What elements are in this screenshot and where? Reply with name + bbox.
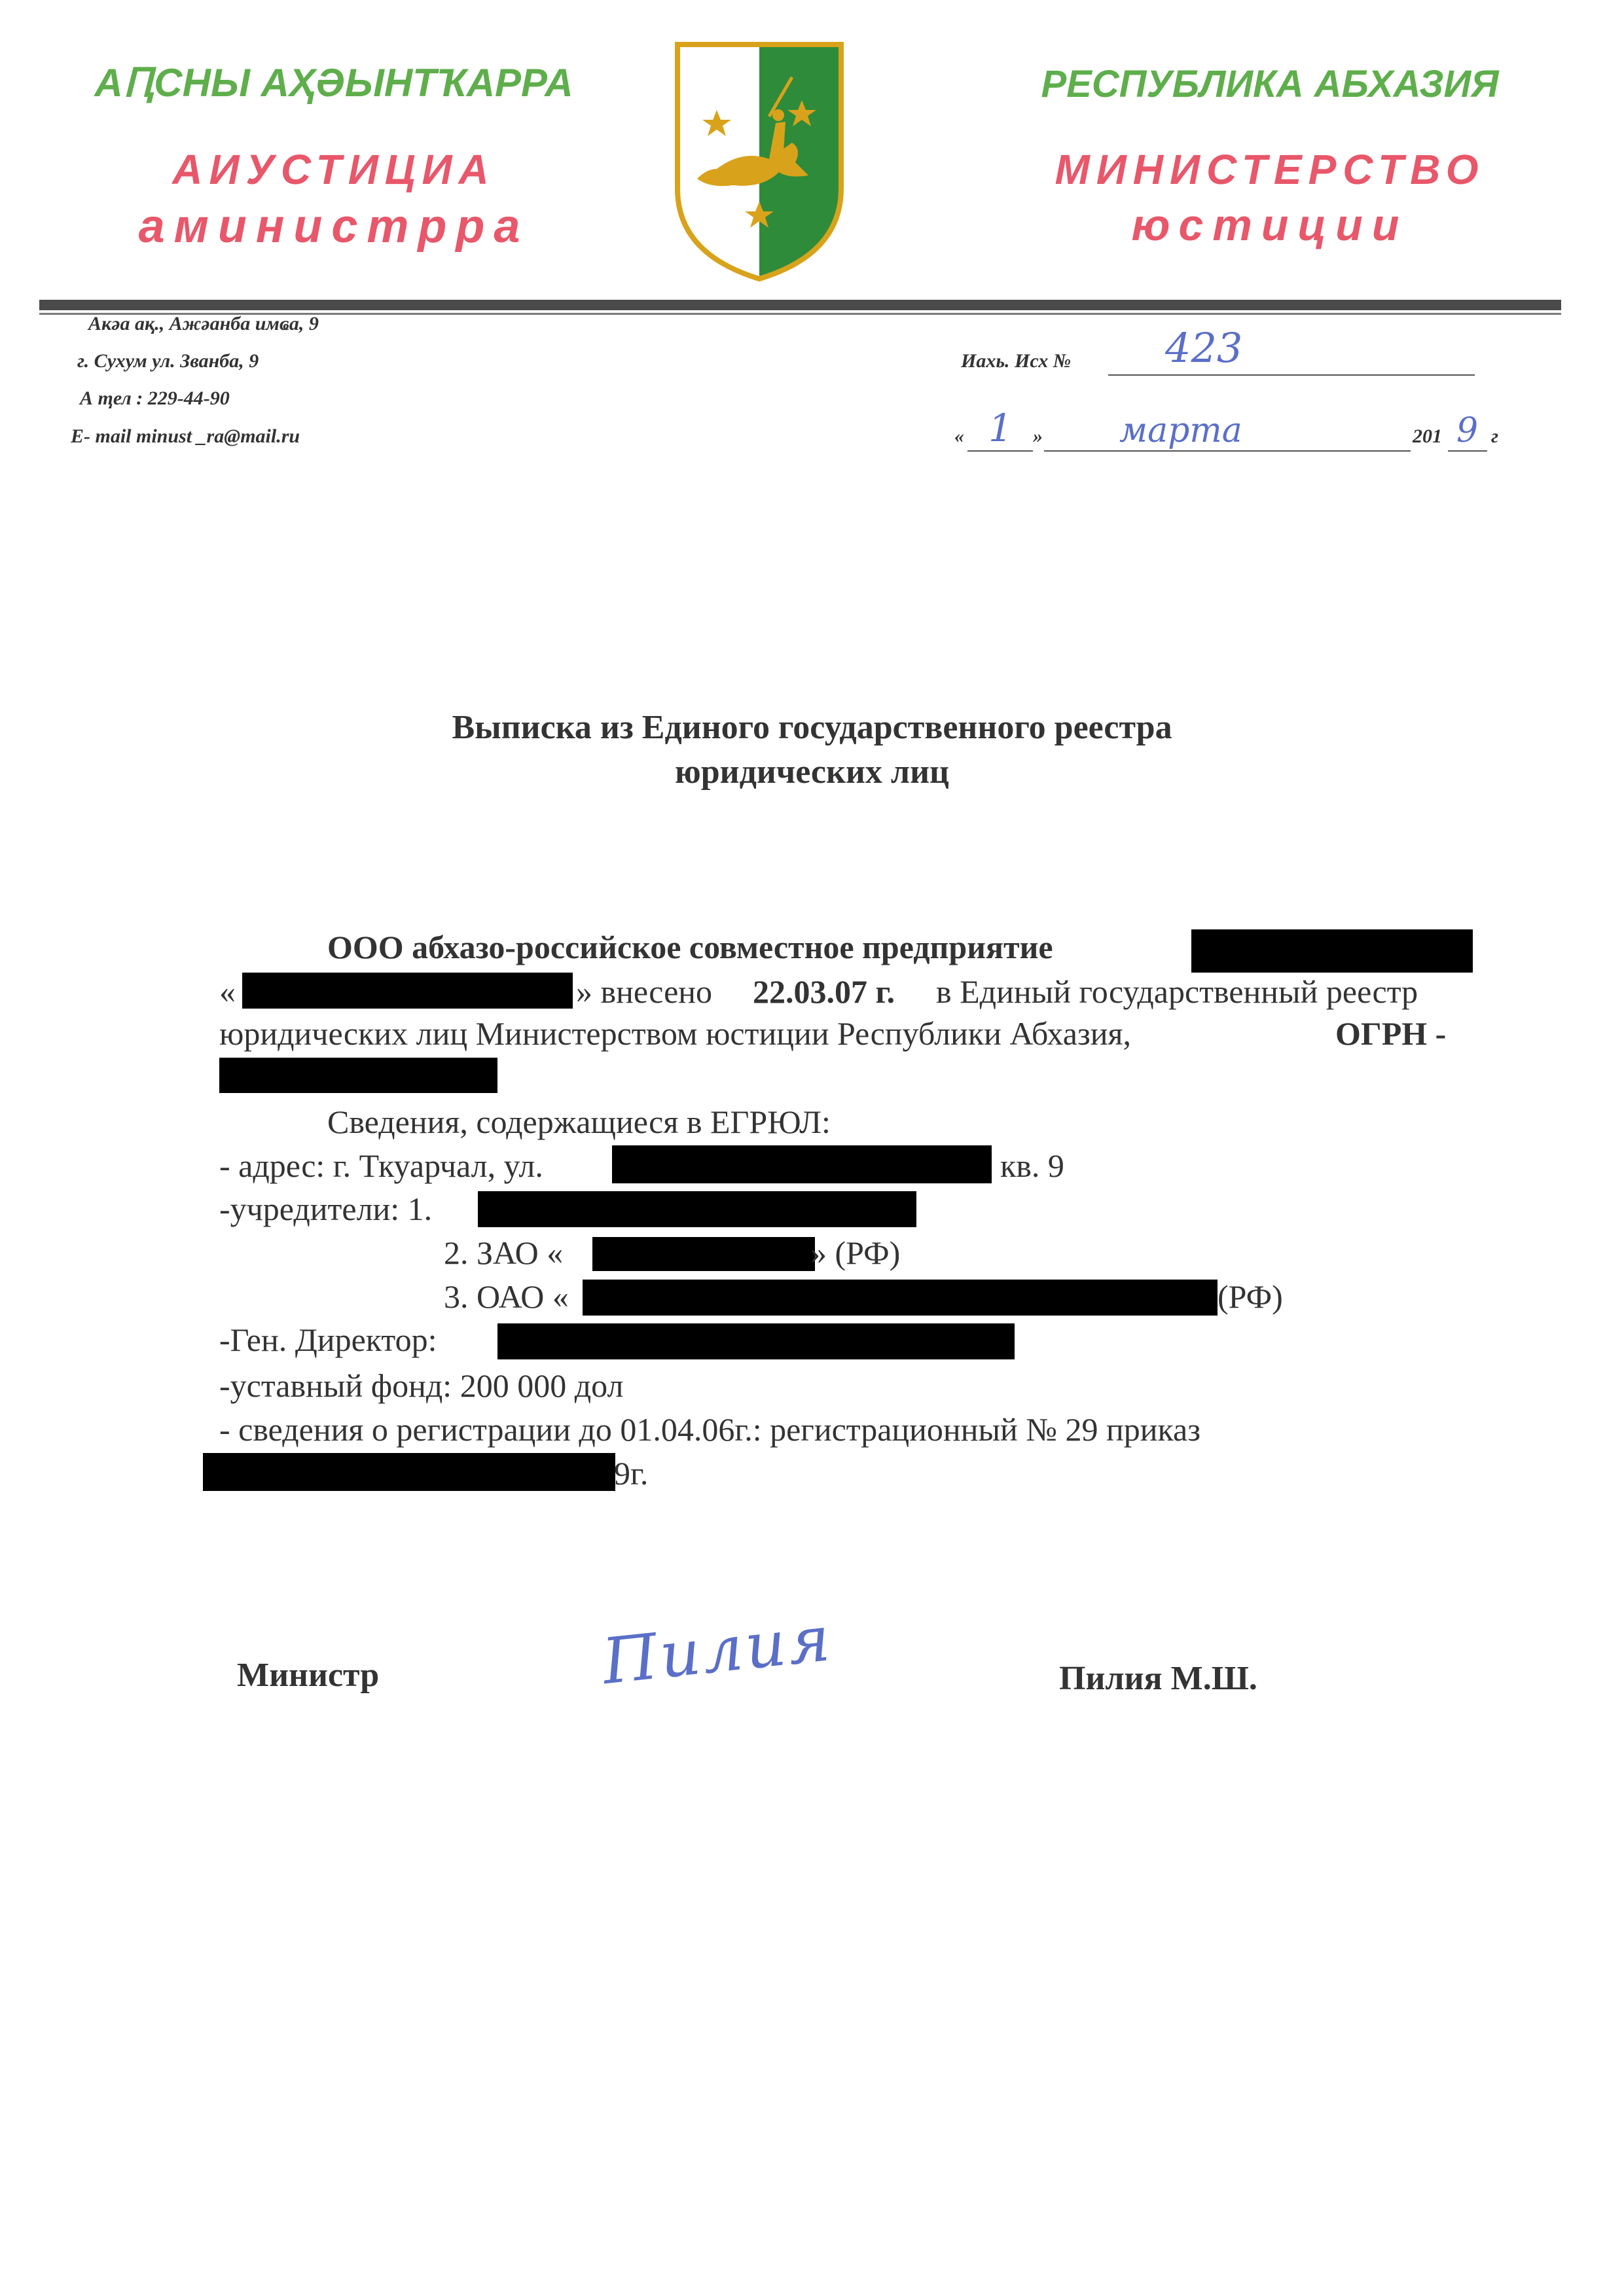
letterhead-left-ministry-line2: аминистрра: [138, 200, 530, 253]
letterhead-right-ministry-line2: юстиции: [1131, 200, 1409, 250]
founder-3-prefix: 3. ОАО «: [444, 1278, 569, 1315]
founder-2-prefix: 2. ЗАО «: [444, 1234, 564, 1271]
letterhead-left-ministry-line1: АИУСТИЦИА: [172, 146, 496, 193]
charter-capital: -уставный фонд: 200 000 дол: [219, 1367, 624, 1404]
document-title-line1: Выписка из Единого государственного реестра: [452, 709, 1172, 746]
contact-address-russian: г. Сухум ул. Званба, 9: [77, 350, 259, 372]
date-month-line: [1044, 450, 1411, 452]
date-day-line: [967, 450, 1033, 452]
date-year-prefix: 201: [1413, 425, 1442, 447]
date-close-quote: »: [1033, 425, 1043, 447]
outgoing-number-line: [1108, 374, 1475, 376]
date-day-handwritten: 1: [988, 406, 1013, 450]
registry-text: в Единый государственный реестр: [936, 973, 1418, 1010]
registration-date: 22.03.07 г.: [753, 973, 895, 1010]
registered-text: » внесено: [576, 973, 713, 1010]
company-intro: ООО абхазо-российское совместное предприятие: [327, 929, 1053, 965]
director-label: -Ген. Директор:: [219, 1321, 437, 1358]
registration-info: - сведения о регистрации до 01.04.06г.: регистрационный № 29 приказ: [219, 1411, 1200, 1448]
redaction-block: [203, 1453, 615, 1491]
date-year-handwritten: 9: [1456, 411, 1479, 450]
ogrn-label: ОГРН -: [1335, 1015, 1447, 1052]
contact-phone: А ҭел : 229-44-90: [80, 387, 230, 409]
ministry-text: юридических лиц Министерством юстиции Республики Абхазия,: [219, 1015, 1131, 1052]
redaction-block: [612, 1145, 992, 1183]
redaction-block: [583, 1280, 1218, 1316]
company-name-open-quote: «: [219, 973, 236, 1010]
contact-address-abkhaz: Акәа ақ., Ажәанба имҩа, 9: [88, 313, 319, 334]
header-divider: [39, 300, 1561, 310]
date-month-handwritten: марта: [1119, 411, 1242, 450]
outgoing-number-handwritten: 423: [1165, 324, 1243, 372]
founder-3-suffix: (РФ): [1218, 1278, 1283, 1315]
signatory-title: Министр: [237, 1657, 380, 1694]
info-heading: Сведения, содержащиеся в ЕГРЮЛ:: [327, 1103, 831, 1140]
address-suffix: кв. 9: [1000, 1147, 1064, 1184]
redaction-block: [497, 1323, 1015, 1359]
redaction-block: [219, 1058, 497, 1093]
signatory-name: Пилия М.Ш.: [1059, 1660, 1257, 1697]
date-year-line: [1448, 450, 1487, 452]
coat-of-arms-emblem: [671, 38, 848, 285]
redaction-block: [592, 1237, 815, 1271]
letterhead-right-country: РЕСПУБЛИКА АБХАЗИЯ: [1041, 63, 1499, 105]
founders-label: -учредители: 1.: [219, 1191, 433, 1227]
redaction-block: [1191, 929, 1473, 973]
letterhead-left-country: АԤСНЫ АҲӘЫНТҠАРРА: [94, 61, 573, 105]
address-label: - адрес: г. Ткуарчал, ул.: [219, 1147, 543, 1184]
letterhead-right-ministry-line1: МИНИСТЕРСТВО: [1055, 146, 1485, 193]
registration-info-suffix: 9г.: [614, 1455, 649, 1492]
founder-2-suffix: » (РФ): [810, 1234, 901, 1271]
redaction-block: [242, 973, 573, 1009]
date-year-suffix: г: [1491, 425, 1499, 447]
redaction-block: [478, 1191, 916, 1227]
contact-email: E- mail minust _ra@mail.ru: [71, 425, 300, 447]
outgoing-number-label: Иахь. Исх №: [961, 350, 1072, 372]
date-open-quote: «: [954, 425, 964, 447]
handwritten-signature: Пилия: [599, 1601, 836, 1699]
document-title-line2: юридических лиц: [674, 753, 950, 791]
